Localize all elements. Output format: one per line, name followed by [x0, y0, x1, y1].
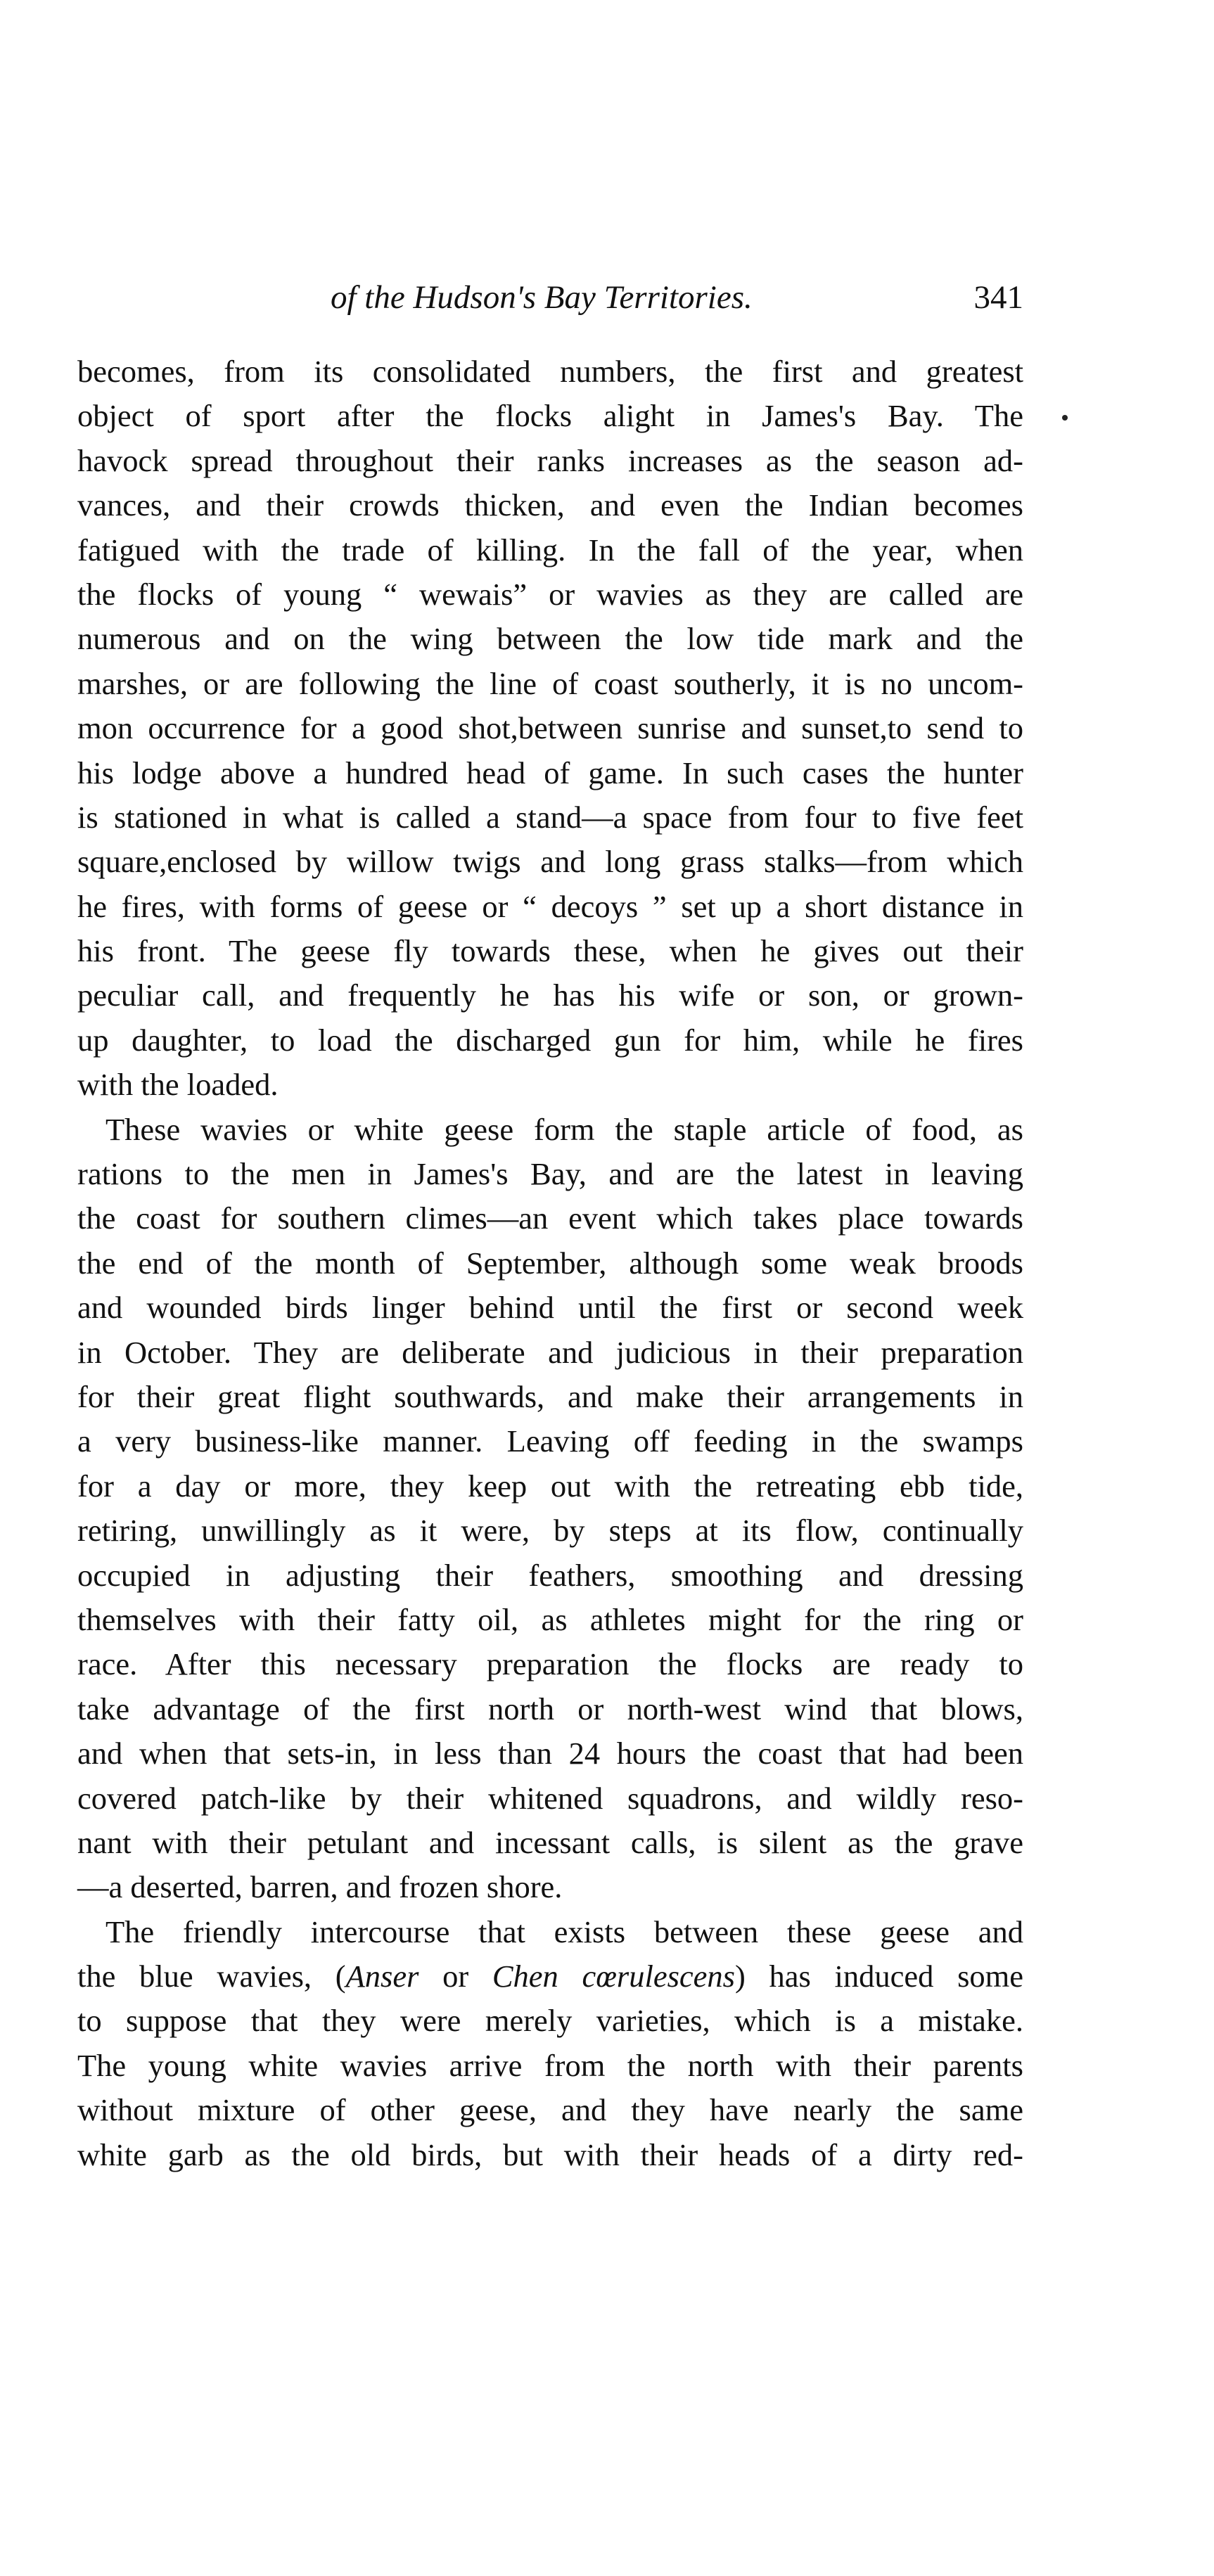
text-line: The young white wavies arrive from the north with their parents: [77, 2047, 1023, 2083]
text-line: nant with their petulant and incessant calls, is silent as the grave: [77, 1824, 1023, 1860]
running-head: [331, 273, 1023, 322]
text-line: he fires, with forms of geese or “ decoys ” set up a short distance in: [77, 888, 1023, 924]
text-line: themselves with their fatty oil, as athletes might for the ring or: [77, 1601, 1023, 1637]
text-line: square,enclosed by willow twigs and long grass stalks—from which: [77, 844, 1023, 880]
text-line: covered patch-like by their whitened squadrons, and wildly reso-: [77, 1780, 1023, 1816]
text-line: white garb as the old birds, but with their heads of a dirty red-: [77, 2136, 1023, 2172]
text-line: take advantage of the first north or north-west wind that blows,: [77, 1691, 1023, 1726]
text-line: for a day or more, they keep out with the retreating ebb tide,: [77, 1468, 1023, 1504]
text-line-with-italics: [77, 1954, 1023, 1999]
body-text: [77, 350, 1023, 2177]
text-line: is stationed in what is called a stand—a space from four to five feet: [77, 799, 1023, 835]
paragraph-end-line: —a deserted, barren, and frozen shore.: [77, 1869, 563, 1905]
text-line: and when that sets-in, in less than 24 hours the coast that had been: [77, 1736, 1023, 1771]
text-line: peculiar call, and frequently he has his wife or son, or grown-: [77, 978, 1023, 1013]
text-line: mon occurrence for a good shot,between sunrise and sunset,to send to: [77, 710, 1023, 746]
text-line: occupied in adjusting their feathers, smoothing and dressing: [77, 1557, 1023, 1593]
text-segment: the blue wavies, (: [77, 1959, 346, 1994]
text-line: his lodge above a hundred head of game. In such cases the hunter: [77, 755, 1023, 790]
text-line: and wounded birds linger behind until the first or second week: [77, 1290, 1023, 1326]
margin-speck: [1062, 415, 1068, 421]
text-line: without mixture of other geese, and they have nearly the same: [77, 2092, 1023, 2128]
paragraph-start-line: These wavies or white geese form the staple article of food, as: [106, 1111, 1023, 1147]
text-line: marshes, or are following the line of coast southerly, it is no uncom-: [77, 665, 1023, 701]
italic-term: Chen cœrulescens: [492, 1959, 735, 1994]
text-line: havock spread throughout their ranks increases as the season ad-: [77, 442, 1023, 478]
text-line: the coast for southern climes—an event which takes place towards: [77, 1200, 1023, 1236]
text-line: the flocks of young “ wewais” or wavies as they are called are: [77, 576, 1023, 612]
text-line: up daughter, to load the discharged gun for him, while he fires: [77, 1022, 1023, 1058]
text-line: vances, and their crowds thicken, and even the Indian becomes: [77, 487, 1023, 523]
running-title: of the Hudson's Bay Territories.: [331, 279, 753, 316]
page-number: 341: [973, 279, 1023, 316]
italic-term: Anser: [345, 1959, 419, 1994]
text-line: retiring, unwillingly as it were, by steps at its flow, continually: [77, 1513, 1023, 1549]
text-line: for their great flight southwards, and make their arrangements in: [77, 1378, 1023, 1414]
text-line: fatigued with the trade of killing. In the fall of the year, when: [77, 532, 1023, 568]
paragraph-end-line: with the loaded.: [77, 1067, 279, 1103]
paragraph-start-line: The friendly intercourse that exists between these geese and: [106, 1914, 1023, 1949]
text-line: object of sport after the flocks alight in James's Bay. The: [77, 398, 1023, 434]
text-line: race. After this necessary preparation the flocks are ready to: [77, 1646, 1023, 1682]
text-line: rations to the men in James's Bay, and are the latest in leaving: [77, 1156, 1023, 1192]
text-line: numerous and on the wing between the low tide mark and the: [77, 621, 1023, 657]
text-line: in October. They are deliberate and judicious in their preparation: [77, 1334, 1023, 1370]
text-line: a very business-like manner. Leaving off feeding in the swamps: [77, 1423, 1023, 1459]
text-segment: ) has induced some: [735, 1959, 1024, 1994]
text-line: his front. The geese fly towards these, when he gives out their: [77, 933, 1023, 969]
text-line: to suppose that they were merely varieties, which is a mistake.: [77, 2003, 1023, 2039]
text-line: becomes, from its consolidated numbers, the first and greatest: [77, 354, 1023, 389]
text-line: the end of the month of September, although some weak broods: [77, 1245, 1023, 1281]
text-segment: or: [418, 1959, 492, 1994]
